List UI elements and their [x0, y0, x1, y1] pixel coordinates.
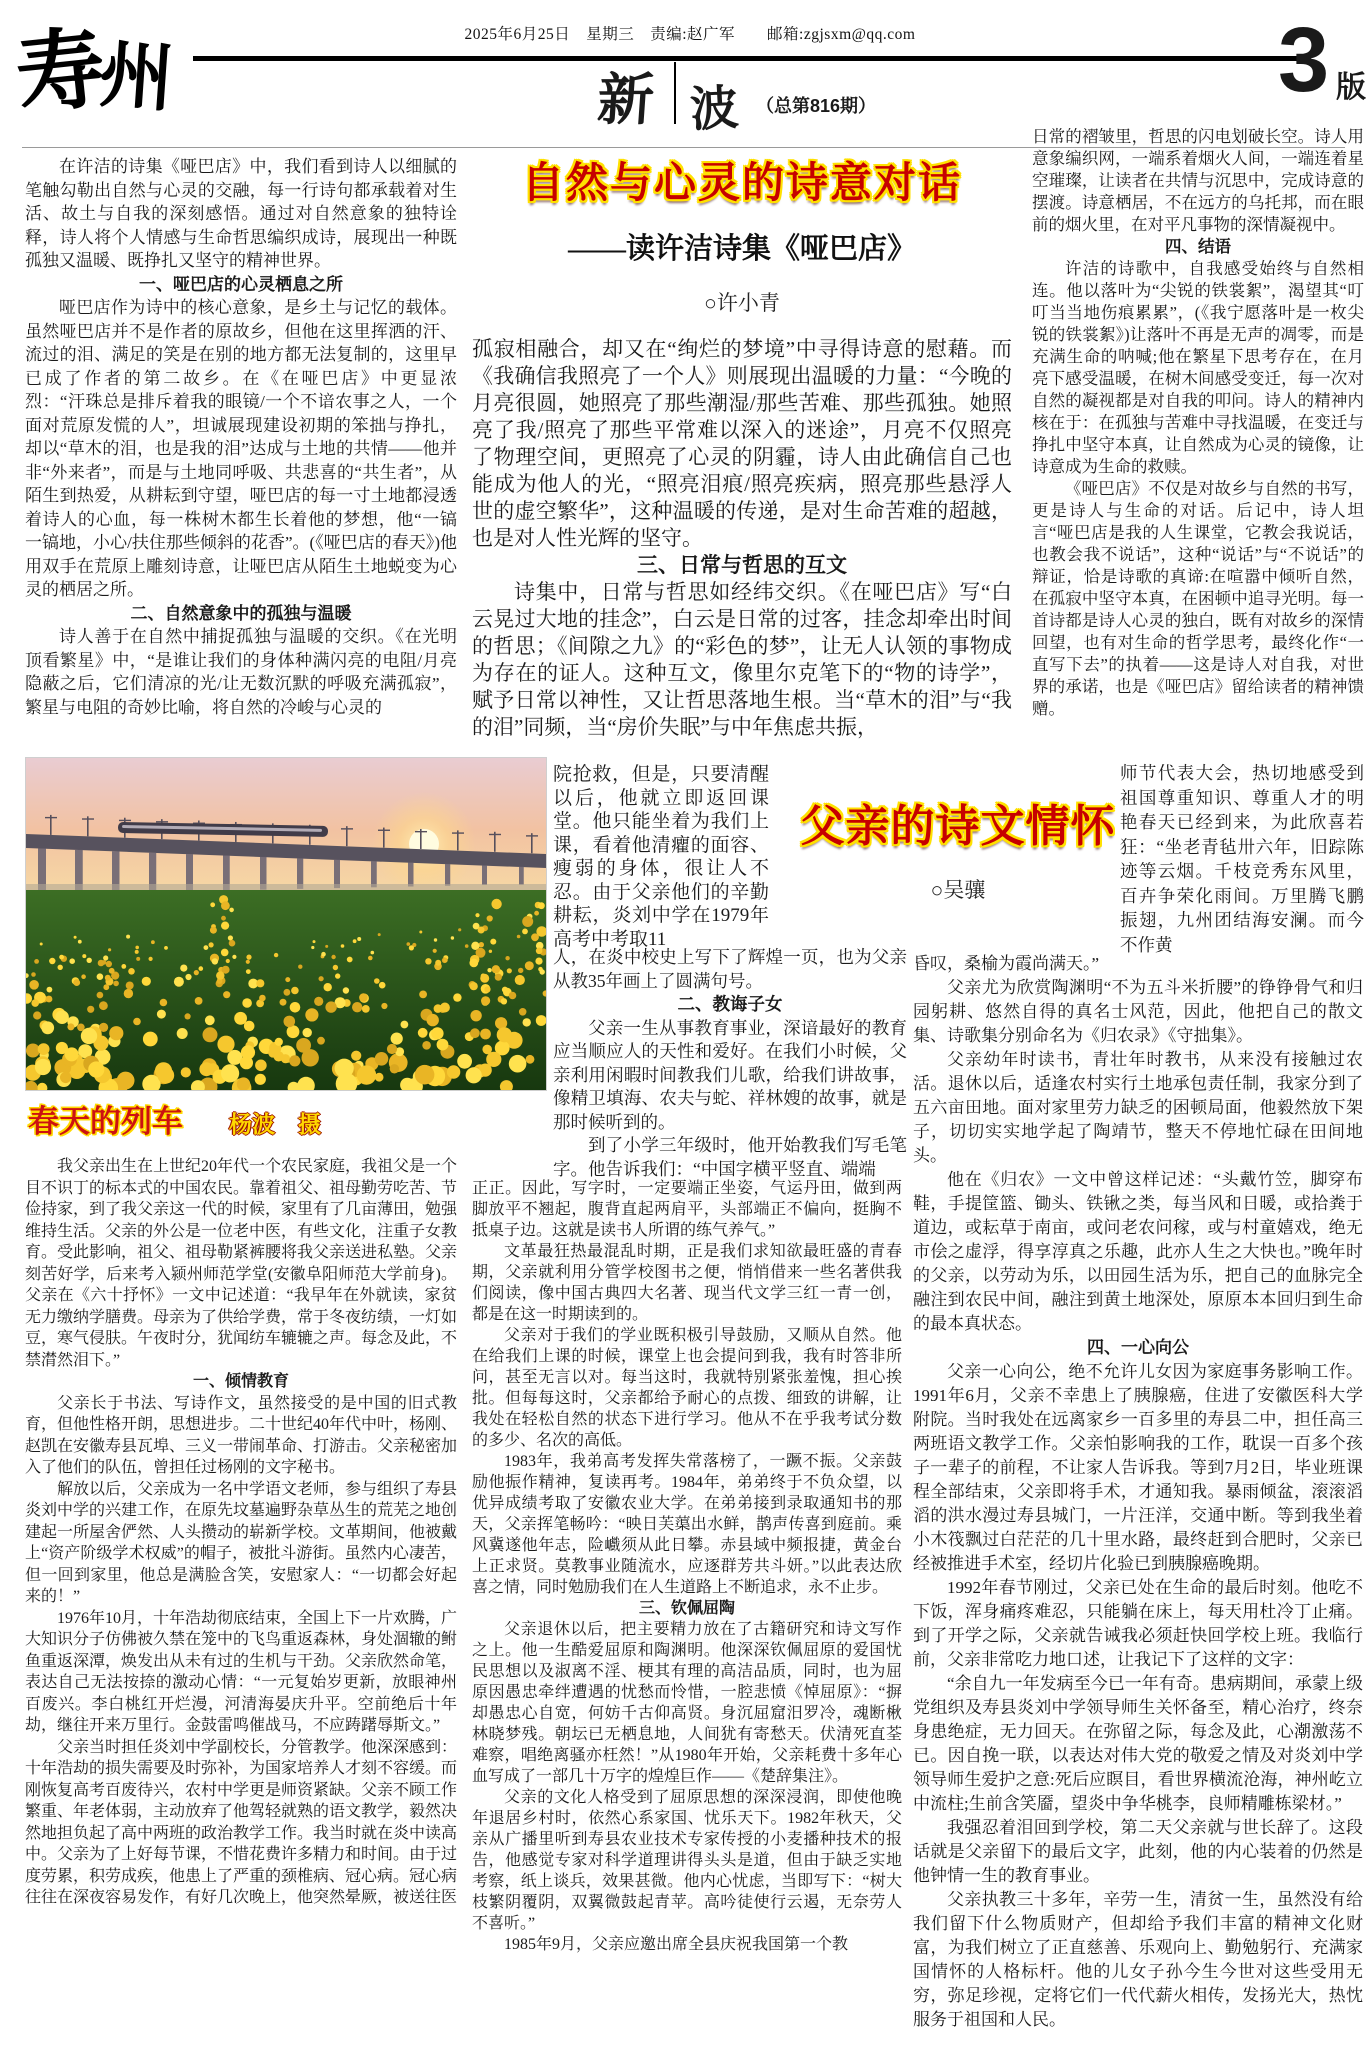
body-paragraph: 文革最狂热最混乱时期，正是我们求知欲最旺盛的青春期，父亲就利用分管学校图书之便，悄悄借来一些名著供我们阅读，像中国古典四大名著、现当代文学三红一青一创，都是在这一时期读到的。 — [472, 1243, 902, 1323]
section-subhead: 四、结语 — [1165, 238, 1231, 256]
body-paragraph: 父亲长于书法、写诗作文，虽然接受的是中国的旧式教育，但他性格开朗，思想进步。二十世纪40年代中叶，杨刚、赵凯在安徽寿县瓦埠、三义一带闹革命、打游击。父亲秘密加入了他们的队伍，曾担任过杨刚的文字秘书。 — [25, 1394, 457, 1476]
body-paragraph: 我强忍着泪回到学校，第二天父亲就与世长辞了。这段话就是父亲留下的最后文字，此刻，他的内心装着的仍然是他钟情一生的教育事业。 — [913, 1818, 1363, 1885]
page-number-label: 版 — [1336, 71, 1366, 104]
section-subhead: 一、哑巴店的心灵栖息之所 — [139, 274, 343, 294]
body-paragraph: 父亲尤为欣赏陶渊明“不为五斗米折腰”的铮铮骨气和归园躬耕、悠然自得的真名士风范，因此，他把自己的散文集、诗歌集分别命名为《归农录》《守拙集》。 — [913, 978, 1363, 1045]
body-paragraph: 父亲对于我们的学业既积极引导鼓励，又顺从自然。他在给我们上课的时候，课堂上也会提问到我，我有时答非所问，甚至无言以对。每当这时，我就特别紧张羞愧，担心挨批。但每每这时，父亲都给予耐心的点拨、细致的讲解，让我处在轻松自然的状态下进行学习。他从不在乎我考试分数的多少、名次的高低。 — [472, 1327, 902, 1449]
photo-caption-credit: 杨波 摄 — [229, 1112, 321, 1137]
body-paragraph: 到了小学三年级时，他开始教我们写毛笔字。他告诉我们：“中国字横平竖直、端端 — [553, 1135, 907, 1179]
article2-author: ○吴骧 — [930, 878, 986, 902]
page-number: 3 — [1278, 9, 1330, 111]
article2-block-beside-title — [1120, 761, 1364, 959]
body-paragraph: 他在《归农》一文中曾这样记述：“头戴竹笠，脚穿布鞋，手提筐篮、锄头、铁锹之类，每当风和日暖，或拾粪于道边，或耘草于南亩，或问老农问稼，或与村童嬉戏，绝无市侩之虚浮，得享淳真之乐趣，此亦人生之大快也。”晚年时的父亲，以劳动为乐，以田园生活为乐，把自己的血脉完全融注到农民中间，融注到黄土地深处，原原本本回归到生命的最本真状态。 — [913, 1170, 1363, 1333]
article2-title: 父亲的诗文情怀 — [800, 802, 1116, 851]
section-subhead: 二、自然意象中的孤独与温暖 — [130, 603, 352, 623]
paper-name-divider — [674, 62, 676, 124]
article2-column-3 — [913, 952, 1363, 2064]
article1-column-middle — [472, 336, 1012, 742]
body-paragraph: 父亲幼年时读书，青壮年时教书，从来没有接触过农活。退休以后，适逢农村实行土地承包责任制，我家分到了五六亩田地。面对家里劳力缺乏的困顿局面，他毅然放下架子，切切实实地学起了陶靖节，整天不停地忙碌在田间地头。 — [913, 1050, 1363, 1165]
date-editor-line: 2025年6月25日 星期三 责编:赵广军 邮箱:zgjsxm@qq.com — [464, 26, 916, 43]
body-paragraph: “余自九一年发病至今已一年有奇。患病期间，承蒙上级党组织及寿县炎刘中学领导师生关怀备至，精心治疗，终奈身患绝症，无力回天。在弥留之际，每念及此，心潮激荡不已。因自挽一联，以表达对伟大党的敬爱之情及对炎刘中学领导师生爱护之意:死后应瞑目，看世界横流沧海，神州屹立中流柱;生前含笑靥，望炎中争华桃李，良师精雕栋梁材。” — [913, 1674, 1363, 1813]
article1-column-1 — [25, 155, 457, 743]
article2-headline-block — [772, 790, 1144, 940]
photo-spring-train — [25, 757, 547, 1091]
photo-caption — [28, 1096, 548, 1144]
paper-name-char-2: 波 — [688, 81, 740, 138]
photo-caption-title: 春天的列车 — [28, 1104, 183, 1139]
section-subhead: 三、日常与哲思的互文 — [637, 554, 847, 577]
article2-block-middle — [553, 946, 907, 1184]
body-paragraph: 正正。因此，写字时，一定要端正坐姿，气运丹田，做到两脚放平不翘起，腹背直起两肩平，头部端正不偏向，挺胸不抵桌子边。这就是读书人所谓的练气养气。” — [472, 1180, 902, 1239]
section-subhead: 三、钦佩屈陶 — [638, 1600, 735, 1617]
body-paragraph: 父亲的文化人格受到了屈原思想的深深浸润，即使他晚年退居乡村时，依然心系家国、忧乐天下。1982年秋天，父亲从广播里听到寿县农业技术专家传授的小麦播种技术的报告，他感觉专家对科学道理讲得头头是道，但由于缺乏实地考察，纸上谈兵，效果甚微。他内心忧虑，当即写下：“树大枝繁阴覆阴，双翼微鼓起青苹。高吟徒使行云遏，无奈劳人不喜听。” — [472, 1789, 902, 1932]
section-subhead: 一、倾情教育 — [192, 1373, 289, 1390]
body-paragraph: 《哑巴店》不仅是对故乡与自然的书写，更是诗人与生命的对话。后记中，诗人坦言“哑巴店是我的人生课堂，它教会我说话，也教会我不说话”，这种“说话”与“不说话”的辩证，恰是诗歌的真谛:在喧嚣中倾听自然，在孤寂中坚守本真，在困顿中追寻光明。每一首诗都是诗人心灵的独白，既有对故乡的深情回望，也有对生命的哲学思考，最终化作“一直写下去”的执着——这是诗人对自我，对世界的承诺，也是《哑巴店》留给读者的精神馈赠。 — [1032, 479, 1364, 718]
body-paragraph: 我父亲出生在上世纪20年代一个农民家庭，我祖父是一个目不识丁的标本式的中国农民。靠着祖父、祖母勤劳吃苦、节俭持家，到了我父亲这一代的时候，家里有了几亩薄田，勉强维持生活。父亲的外公是一位老中医，有些文化，注重子女教育。受此影响，祖父、祖母勒紧裤腰将我父亲送进私塾。父亲刻苦好学，后来考入颍州师范学堂(安徽阜阳师范大学前身)。父亲在《六十抒怀》一文中记述道：“我早年在外就读，家贫无力缴纳学膳费。母亲为了供给学费，常于冬夜纺绩，一灯如豆，寒气侵肤。午夜时分，犹闻纺车辘辘之声。每念及此，不禁潸然泪下。” — [25, 1158, 457, 1369]
article1-headline-block — [472, 150, 1012, 332]
article1-title: 自然与心灵的诗意对话 — [521, 159, 962, 206]
masthead-logo — [12, 8, 204, 127]
body-paragraph: 父亲退休以后，把主要精力放在了古籍研究和诗文写作之上。他一生酷爱屈原和陶渊明。他深深钦佩屈原的爱国忧民思想以及淑离不淫、梗其有理的高洁品质，同时，也为屈原因愚忠牵绊遭遇的忧愁而怜惜，一腔悲愤《悼屈原》：“摒却愚忠心自宽，何妨千古仰高贤。身沉屈窟汨罗冷，魂断楸林晓梦残。朝坛已无栖息地，人间犹有寄愁天。伏清死直荃难察，唱绝离骚亦枉然！”从1980年开始，父亲耗费十多年心血写成了一部几十万字的煌煌巨作——《楚辞集注》。 — [472, 1621, 902, 1785]
body-paragraph: 父亲一心向公，绝不允许儿女因为家庭事务影响工作。1991年6月，父亲不幸患上了胰腺癌，住进了安徽医科大学附院。当时我处在远离家乡一百多里的寿县二中，担任高三两班语文教学工作。父亲怕影响我的工作，耽误一百多个孩子一辈子的前程，不让家人告诉我。等到7月2日，毕业班课程全部结束，父亲即将手术，才通知我。暴雨倾盆，滚滚滔滔的洪水漫过寿县城门，一片汪洋，交通中断。等到我坐着小木筏飘过白茫茫的几十里水路，最终赶到合肥时，父亲已经被推进手术室，经切片化验已到胰腺癌晚期。 — [913, 1362, 1363, 1573]
body-paragraph: 1983年，我弟高考发挥失常落榜了，一蹶不振。父亲鼓励他振作精神，复读再考。1984年，弟弟终于不负众望，以优异成绩考取了安徽农业大学。在弟弟接到录取通知书的那天，父亲挥笔畅吟：“映日芙蕖出水鲜，鹊声传喜到庭前。乘风冀遂他年志，险巇须从此日攀。赤县域中频报捷，黄金台上正求贤。莫教事业随流水，应逐群芳共斗妍。”以此表达欣喜之情，同时勉励我们在人生道路上不断追求，永不止步。 — [472, 1453, 902, 1596]
body-paragraph: 院抢救，但是，只要清醒以后，他就立即返回课堂。他只能坐着为我们上课，看着他清癯的面容、瘦弱的身体，很让人不忍。由于父亲他们的辛勤耕耘，炎刘中学在1979年高考中考取11 — [553, 764, 769, 950]
body-paragraph: 父亲当时担任炎刘中学副校长，分管教学。他深深感到：十年浩劫的损失需要及时弥补，为国家培养人才刻不容缓。而刚恢复高考百废待兴，农村中学更是师资紧缺。父亲不顾工作繁重、年老体弱，主动放弃了他驾轻就熟的语文教学，毅然决然地担负起了高中两班的政治教学工作。我当时就在炎中读高中。父亲为了上好每节课，不惜花费许多精力和时间。由于过度劳累，积劳成疾，他患上了严重的颈椎病、冠心病。冠心病往往在深夜容易发作，有好几次晚上，他突然晕厥，被送往医 — [25, 1738, 457, 1906]
body-paragraph: 父亲一生从事教育事业，深谙最好的教育应当顺应人的天性和爱好。在我们小时候，父亲利用闲暇时间教我们儿歌，给我们讲故事，像精卫填海、农夫与蛇、祥林嫂的故事，就是那时候听到的。 — [553, 1017, 907, 1132]
article1-column-right — [1032, 126, 1364, 744]
body-paragraph: 人，在炎中校史上写下了辉煌一页，也为父亲从教35年画上了圆满句号。 — [553, 947, 907, 991]
body-paragraph: 父亲执教三十多年，辛劳一生，清贫一生，虽然没有给我们留下什么物质财产，但却给予我们丰富的精神文化财富，为我们树立了正直慈善、乐观向上、勤勉躬行、充满家国情怀的人格标杆。他的儿女子孙今生今世对这些受用无穷，弥足珍视，定将它们一代代薪火相传，发扬光大，热忱服务于祖国和人民。 — [913, 1890, 1363, 2029]
masthead-char-1: 寿 — [12, 20, 110, 127]
body-paragraph: 日常的褶皱里，哲思的闪电划破长空。诗人用意象编织网，一端系着烟火人间，一端连着星空璀璨，让读者在共情与沉思中，完成诗意的摆渡。诗意栖居，不在远方的乌托邦，而在眼前的烟火里，在对平凡事物的深情凝视中。 — [1032, 127, 1364, 234]
body-paragraph: 许洁的诗歌中，自我感受始终与自然相连。他以落叶为“尖锐的铁裳絮”，渴望其“叮叮当当地伤痕累累”，(《我宁愿落叶是一枚尖锐的铁裳絮》)让落叶不再是无声的凋零，而是充满生命的呐喊;他在繁星下思考存在，在月亮下感受温暖，在树木间感受变迁，每一次对自然的凝视都是对自我的叩问。诗人的精神内核在于：在孤独与苦难中寻找温暖，在变迁与挣扎中坚守本真，让自然成为心灵的镜像，让诗意成为生命的救赎。 — [1032, 259, 1364, 476]
body-paragraph: 在许洁的诗集《哑巴店》中，我们看到诗人以细腻的笔触勾勒出自然与心灵的交融，每一行诗句都承载着对生活、故土与自我的深刻感悟。通过对自然意象的独特诠释，诗人将个人情感与生命哲思编织成诗，展现出一种既孤独又温暖、既挣扎又坚守的精神世界。 — [25, 157, 457, 270]
body-paragraph: 1976年10月，十年浩劫彻底结束，全国上下一片欢腾，广大知识分子仿佛被久禁在笼中的飞鸟重返森林，身处涸辙的鲋鱼重返深潭，焕发出从未有过的生机与干劲。父亲欣然命笔，表达自己无法按捺的激动心情：“一元复始岁更新，放眼神州百废兴。李白桃红开烂漫，河清海晏庆升平。空前绝后十年劫，继往开来万里行。金鼓雷鸣催战马，不应踌躇辱斯文。” — [25, 1609, 457, 1734]
article2-block-beside-photo — [553, 763, 769, 951]
body-paragraph: 1992年春节刚过，父亲已处在生命的最后时刻。他吃不下饭，浑身痛疼难忍，只能躺在床上，每天用杜冷丁止痛。到了开学之际，父亲就告诫我必须赶快回学校上班。我临行前，父亲非常吃力地口述，让我记下了这样的文字： — [913, 1578, 1363, 1669]
body-paragraph: 解放以后，父亲成为一名中学语文老师，参与组织了寿县炎刘中学的兴建工作，在原先坟墓遍野杂草丛生的荒芜之地创建起一所屋舍俨然、人头攒动的崭新学校。文革期间，他被戴上“资产阶级学术权威”的帽子，被批斗游街。虽然内心凄苦，但一回到家里，他总是满脸含笑，安慰家人：“一切都会好起来的！” — [25, 1480, 457, 1605]
body-paragraph: 孤寂相融合，却又在“绚烂的梦境”中寻得诗意的慰藉。而《我确信我照亮了一个人》则展现出温暖的力量：“今晚的月亮很圆，她照亮了那些潮湿/那些苦难、那些孤独。她照亮了我/照亮了那些平常难以深入的迷途”，月亮不仅照亮了物理空间，更照亮了心灵的阴霾，诗人由此确信自己也能成为他人的光，“照亮泪痕/照亮疾病，照亮那些悬浮人世的虚空繁华”，这种温暖的传递，是对生命苦难的超越，也是对人性光辉的坚守。 — [472, 337, 1012, 550]
header-rule-thick — [193, 56, 1311, 61]
body-paragraph: 哑巴店作为诗中的核心意象，是乡土与记忆的载体。虽然哑巴店并不是作者的原故乡，但他在这里挥洒的汗、流过的泪、满足的笑是在别的地方都无法复制的，这里早已成了作者的第二故乡。在《在哑巴店》中更显浓烈：“汗珠总是排斥着我的眼镜/一个不谙农事之人，一个面对荒原发慌的人”，坦诚展现建设初期的笨拙与挣扎，却以“草木的泪，也是我的泪”达成与土地的共情——他并非“外来者”，而是与土地同呼吸、共悲喜的“共生者”，从陌生到热爱，从耕耘到守望，哑巴店的每一寸土地都浸透着诗人的心血，每一株树木都生长着他的梦想，他“一镐一镐地，小心/扶住那些倾斜的花香”。(《哑巴店的春天》)他用双手在荒原上雕刻诗意，让哑巴店从陌生土地蜕变为心灵的栖居之所。 — [25, 298, 457, 599]
article1-author: ○许小青 — [704, 291, 780, 315]
body-paragraph: 诗集中，日常与哲思如经纬交织。《在哑巴店》写“白云晃过大地的挂念”，白云是日常的过客，挂念却牵出时间的哲思；《间隙之九》的“彩色的梦”，让无人认领的事物成为存在的证人。这种互文，像里尔克笔下的“物的诗学”，赋予日常以神性，又让哲思落地生根。当“草木的泪”与“我的泪”同频，当“房价失眠”与中年焦虑共振， — [472, 580, 1012, 739]
article1-subtitle: ——读许洁诗集《哑巴店》 — [567, 233, 916, 265]
body-paragraph: 昏叹，桑榆为霞尚满天。” — [913, 954, 1100, 973]
body-paragraph: 诗人善于在自然中捕捉孤独与温暖的交织。《在光明顶看繁星》中，“是谁让我们的身体种满闪亮的电阻/月亮隐蔽之后，它们清凉的光/让无数沉默的呼吸充满孤寂”，繁星与电阻的奇妙比喻，将自然的冷峻与心灵的 — [25, 627, 457, 717]
article2-column-2 — [472, 1178, 902, 2064]
body-paragraph: 1985年9月，父亲应邀出席全县庆祝我国第一个教 — [504, 1936, 849, 1953]
masthead-char-2: 州 — [96, 34, 177, 122]
article2-column-1 — [25, 1156, 457, 2064]
section-subhead: 二、教诲子女 — [677, 994, 783, 1014]
issue-number: （总第816期） — [756, 96, 877, 116]
body-paragraph: 师节代表大会，热切地感受到祖国尊重知识、尊重人才的明艳春天已经到来，为此欣喜若狂：“坐老青毡卅六年，旧踪陈迹等云烟。千枝竞秀东风里，百卉争荣化雨间。万里腾飞鹏振翅，九州团结海安澜。而今不作黄 — [1120, 763, 1364, 955]
section-subhead: 四、一心向公 — [1087, 1338, 1189, 1357]
paper-name-char-1: 新 — [595, 70, 656, 132]
